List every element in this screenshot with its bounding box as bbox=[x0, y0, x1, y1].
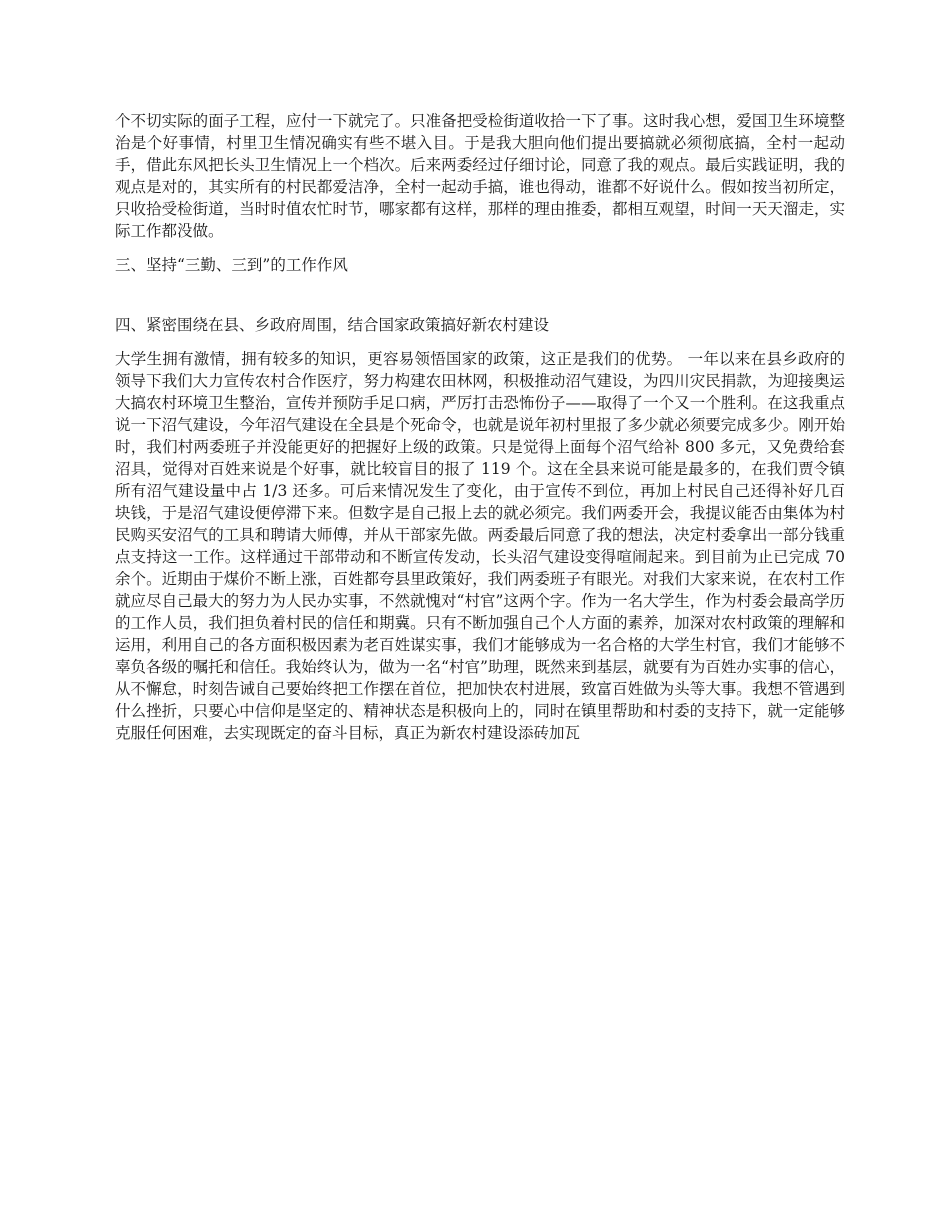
section-heading-three: 三、坚持“三勤、三到”的工作作风 bbox=[115, 256, 348, 274]
spacer bbox=[115, 276, 845, 314]
paragraph-intro: 个不切实际的面子工程，应付一下就完了。只准备把受检街道收拾一下了事。这时我心想，爱国卫生环境整治是个好事情，村里卫生情况确实有些不堪入目。于是我大胆向他们提出要搞就必须彻底搞，全村一起动手，借此东风把长头卫生情况上一个档次。后来两委经过仔细讨论，同意了我的观点。最后实践证明，我的观点是对的，其实所有的村民都爱洁净，全村一起动手搞，谁也得动，谁都不好说什么。假如按当初所定，只收拾受检街道，当时时值农忙时节，哪家都有这样，那样的理由推委，都相互观望，时间一天天溜走，实际工作都没做。 bbox=[115, 112, 845, 240]
document-page bbox=[115, 110, 845, 744]
section-heading-four: 四、紧密围绕在县、乡政府周围，结合国家政策搞好新农村建设 bbox=[115, 316, 550, 334]
spacer bbox=[115, 242, 845, 254]
spacer bbox=[115, 336, 845, 348]
paragraph-main: 大学生拥有激情，拥有较多的知识，更容易领悟国家的政策，这正是我们的优势。 一年以来在县乡政府的领导下我们大力宣传农村合作医疗，努力构建农田林网，积极推动沼气建设，为四川灾民捐款，为迎接奥运大搞农村环境卫生整治，宣传并预防手足口病，严厉打击恐怖份子——取得了一个又一个胜利。在这我重点说一下沼气建设，今年沼气建设在全县是个死命令，也就是说年初村里报了多少就必须要完成多少。刚开始时，我们村两委班子并没能更好的把握好上级的政策。只是觉得上面每个沼气给补 800 多元，又免费给套沼具，觉得对百姓来说是个好事，就比较盲目的报了 119 个。这在全县来说可能是最多的，在我们贾令镇所有沼气建设量中占 1/3 还多。可后来情况发生了变化，由于宣传不到位，再加上村民自己还得补好几百块钱，于是沼气建设便停滞下来。但数字是自己报上去的就必须完。我们两委开会，我提议能否由集体为村民购买安沼气的工具和聘请大师傅，并从干部家先做。两委最后同意了我的想法，决定村委拿出一部分钱重点支持这一工作。这样通过干部带动和不断宣传发动，长头沼气建设变得喧闹起来。到目前为止已完成 70 余个。近期由于煤价不断上涨，百姓都夸县里政策好，我们两委班子有眼光。对我们大家来说，在农村工作就应尽自己最大的努力为人民办实事，不然就愧对“村官”这两个字。作为一名大学生，作为村委会最高学历的工作人员，我们担负着村民的信任和期冀。只有不断加强自己个人方面的素养，加深对农村政策的理解和运用，利用自己的各方面积极因素为老百姓谋实事，我们才能够成为一名合格的大学生村官，我们才能够不辜负各级的嘱托和信任。我始终认为，做为一名“村官”助理，既然来到基层，就要有为百姓办实事的信心，从不懈怠，时刻告诫自己要始终把工作摆在首位，把加快农村进展，致富百姓做为头等大事。我想不管遇到什么挫折，只要心中信仰是坚定的、精神状态是积极向上的，同时在镇里帮助和村委的支持下，就一定能够克服任何困难，去实现既定的奋斗目标，真正为新农村建设添砖加瓦 bbox=[115, 350, 845, 742]
